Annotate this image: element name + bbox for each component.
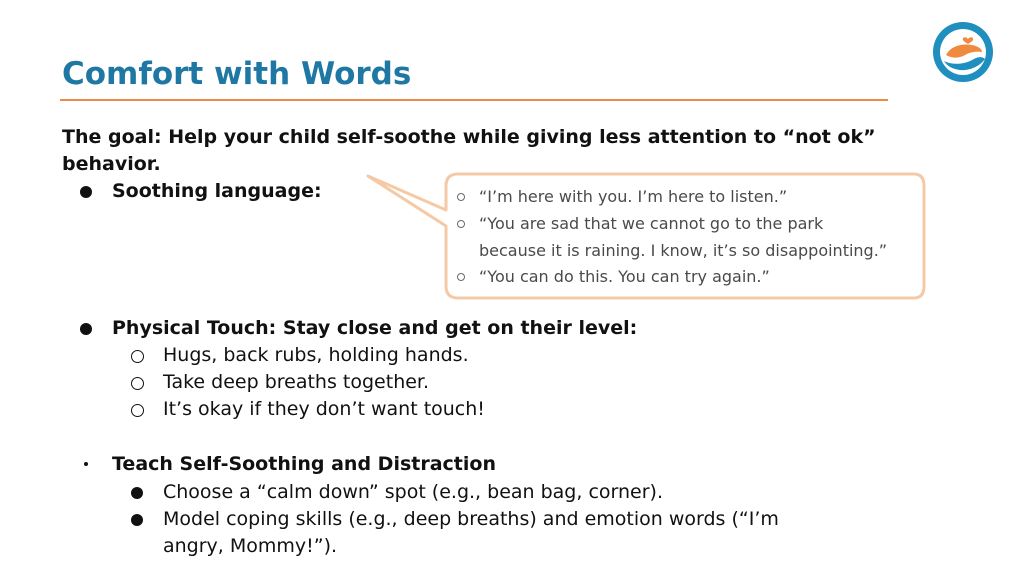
- goal-statement: The goal: Help your child self-soothe while giving less attention to “not ok” behavior.: [62, 126, 876, 175]
- teach-item-2: Model coping skills (e.g., deep breaths) and emotion words (“I’m: [163, 508, 779, 530]
- bullet-small: [84, 462, 88, 466]
- sub-bullet-circle: [131, 404, 144, 417]
- sub-bullet-dot: [131, 514, 143, 526]
- soothing-language-label: Soothing language:: [112, 180, 322, 202]
- teach-self-soothing-label: Teach Self-Soothing and Distraction: [112, 453, 496, 475]
- bullet-dot: [80, 323, 92, 335]
- title-underline: [60, 99, 888, 101]
- physical-item-3: It’s okay if they don’t want touch!: [163, 398, 485, 420]
- sub-bullet-circle: [131, 350, 144, 363]
- soothing-quote-1: “I’m here with you. I’m here to listen.”: [479, 187, 788, 206]
- soothing-quote-2-cont: because it is raining. I know, it’s so disappointing.”: [479, 241, 888, 260]
- teach-item-2-cont: angry, Mommy!”).: [163, 535, 338, 557]
- bullet-dot: [80, 186, 92, 198]
- bubble-bullet: [457, 193, 465, 201]
- soothing-quote-2: “You are sad that we cannot go to the park: [479, 214, 824, 233]
- hands-and-heart-logo-icon: [932, 21, 994, 83]
- bubble-bullet: [457, 220, 465, 228]
- slide-title: Comfort with Words: [62, 56, 412, 92]
- teach-item-1: Choose a “calm down” spot (e.g., bean bag, corner).: [163, 481, 663, 503]
- sub-bullet-circle: [131, 377, 144, 390]
- sub-bullet-dot: [131, 487, 143, 499]
- soothing-quote-3: “You can do this. You can try again.”: [479, 267, 770, 286]
- bubble-bullet: [457, 273, 465, 281]
- physical-item-2: Take deep breaths together.: [163, 371, 430, 393]
- physical-item-1: Hugs, back rubs, holding hands.: [163, 344, 469, 366]
- physical-touch-label: Physical Touch: Stay close and get on their level:: [112, 317, 638, 339]
